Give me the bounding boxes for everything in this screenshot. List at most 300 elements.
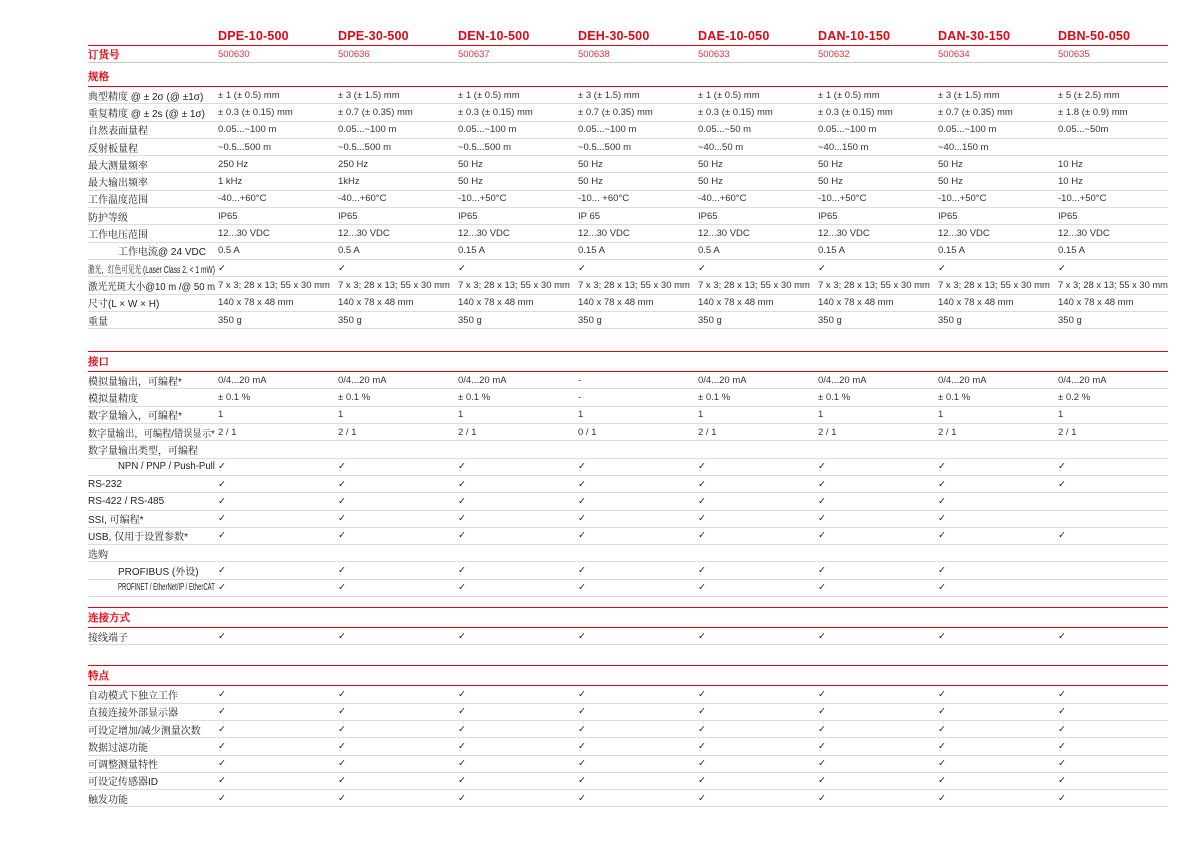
checkmark-icon-text: ✓ (338, 723, 346, 735)
checkmark-icon (938, 689, 1058, 700)
cell-value-text: 50 Hz (818, 176, 843, 188)
table-row (88, 738, 1168, 755)
checkmark-icon-text: ✓ (578, 530, 586, 542)
row-label (88, 582, 218, 593)
cell-value-text: 50 Hz (578, 176, 603, 188)
checkmark-icon (818, 631, 938, 642)
cell-value (578, 444, 698, 455)
checkmark-icon-text: ✓ (938, 582, 946, 594)
order-number-text: 500637 (458, 48, 490, 60)
checkmark-icon-text: ✓ (338, 262, 346, 274)
checkmark-icon-text: ✓ (458, 740, 466, 752)
checkmark-icon-text: ✓ (1058, 723, 1066, 735)
cell-value (818, 375, 938, 386)
row-label (88, 528, 218, 543)
checkmark-icon-text: ✓ (818, 262, 826, 274)
product-name (458, 29, 578, 43)
checkmark-icon-text: ✓ (938, 740, 946, 752)
row-label (88, 88, 218, 103)
checkmark-icon (458, 758, 578, 769)
cell-value (458, 375, 578, 386)
checkmark-icon (458, 461, 578, 472)
checkmark-icon (218, 689, 338, 700)
cell-value (938, 375, 1058, 386)
cell-value-text: IP 65 (578, 210, 601, 222)
checkmark-icon (218, 793, 338, 804)
section-title (88, 665, 1168, 686)
cell-value (698, 280, 818, 291)
product-name-text: DPE-30-500 (338, 29, 409, 43)
checkmark-icon-text: ✓ (578, 792, 586, 804)
table-row (88, 528, 1168, 545)
order-number-row (88, 46, 1168, 63)
checkmark-icon (338, 706, 458, 717)
cell-value-text: 12...30 VDC (698, 228, 750, 240)
cell-value (218, 444, 338, 455)
cell-value-text: 12...30 VDC (1058, 228, 1110, 240)
checkmark-icon-text: ✓ (698, 688, 706, 700)
cell-value (938, 297, 1058, 308)
checkmark-icon-text: ✓ (578, 688, 586, 700)
checkmark-icon (218, 530, 338, 541)
cell-value (218, 176, 338, 187)
cell-value (458, 193, 578, 204)
cell-value-text: ± 3 (± 1.5) mm (338, 89, 400, 101)
cell-value-text: 0.5 A (338, 245, 360, 257)
row-label-text: 数据过滤功能 (88, 742, 148, 754)
row-label (88, 722, 218, 737)
cell-value (938, 315, 1058, 326)
cell-value (338, 159, 458, 170)
cell-value (458, 409, 578, 420)
table-row (88, 773, 1168, 790)
cell-value-text: 7 x 3; 28 x 13; 55 x 30 mm (818, 279, 930, 291)
cell-value-text: 140 x 78 x 48 mm (938, 297, 1014, 309)
cell-value (938, 211, 1058, 222)
checkmark-icon (458, 263, 578, 274)
cell-value (458, 211, 578, 222)
checkmark-icon (578, 758, 698, 769)
checkmark-icon (338, 775, 458, 786)
cell-value (938, 124, 1058, 135)
cell-value (1058, 548, 1171, 559)
cell-value-text: ± 0.3 (± 0.15) mm (458, 106, 533, 118)
checkmark-icon-text: ✓ (338, 478, 346, 490)
row-label-text: 自动模式下独立工作 (88, 690, 178, 702)
checkmark-icon (818, 530, 938, 541)
product-name-text: DEN-10-500 (458, 29, 530, 43)
checkmark-icon (218, 631, 338, 642)
cell-value (698, 409, 818, 420)
row-label-text: PROFIBUS (外设) (118, 567, 199, 579)
checkmark-icon (698, 513, 818, 524)
checkmark-icon-text: ✓ (1058, 630, 1066, 642)
cell-value (458, 228, 578, 239)
checkmark-icon-text: ✓ (218, 775, 226, 787)
row-label-text: 重复精度 @ ± 2s (@ ± 1σ) (88, 108, 205, 120)
row-label (88, 140, 218, 155)
checkmark-icon-text: ✓ (578, 723, 586, 735)
cell-value-text: 0 / 1 (578, 426, 597, 438)
checkmark-icon (938, 775, 1058, 786)
checkmark-icon (578, 724, 698, 735)
cell-value (1058, 444, 1171, 455)
cell-value (458, 124, 578, 135)
table-row (88, 476, 1168, 493)
cell-value (1058, 159, 1171, 170)
section-title-text: 连接方式 (88, 612, 130, 625)
table-row (88, 156, 1168, 173)
table-row (88, 312, 1168, 329)
cell-value-text: 0.15 A (938, 245, 965, 257)
row-label-text: 模拟量输出，可编程* (88, 376, 182, 388)
checkmark-icon (818, 461, 938, 472)
row-label (88, 479, 218, 490)
order-number-label (88, 47, 218, 62)
cell-value-text: -10... +60°C (578, 193, 630, 205)
cell-value (218, 228, 338, 239)
cell-value (338, 280, 458, 291)
checkmark-icon (818, 793, 938, 804)
cell-value (698, 392, 818, 403)
cell-value-text: ± 0.1 % (938, 392, 971, 404)
checkmark-icon-text: ✓ (218, 262, 226, 274)
section-title (88, 607, 1168, 628)
cell-value (1058, 90, 1171, 101)
cell-value (218, 90, 338, 101)
section-title-text: 特点 (88, 670, 109, 683)
row-label (88, 191, 218, 206)
row-label-text: 模拟量精度 (88, 394, 138, 406)
checkmark-icon-text: ✓ (818, 792, 826, 804)
cell-value (458, 142, 578, 153)
row-label (88, 687, 218, 702)
checkmark-icon-text: ✓ (938, 630, 946, 642)
order-number (818, 49, 938, 60)
section-title-text: 规格 (88, 71, 109, 83)
checkmark-icon (578, 775, 698, 786)
cell-value (1058, 176, 1171, 187)
product-name-text: DPE-10-500 (218, 29, 289, 43)
cell-value-text: 0.15 A (818, 245, 845, 257)
checkmark-icon (698, 631, 818, 642)
cell-value (818, 107, 938, 118)
checkmark-icon (458, 582, 578, 593)
checkmark-icon (1058, 689, 1171, 700)
checkmark-icon-text: ✓ (218, 565, 226, 577)
checkmark-icon-text: ✓ (458, 758, 466, 770)
checkmark-icon-text: ✓ (818, 775, 826, 787)
checkmark-icon (698, 530, 818, 541)
table-row (88, 104, 1168, 121)
cell-value (698, 444, 818, 455)
cell-value-text: 2 / 1 (698, 426, 717, 438)
cell-value-text: 0/4...20 mA (338, 374, 387, 386)
cell-value (338, 315, 458, 326)
cell-value-text: - (578, 374, 582, 386)
checkmark-icon-text: ✓ (698, 792, 706, 804)
cell-value-text: 50 Hz (938, 176, 963, 188)
checkmark-icon-text: ✓ (458, 723, 466, 735)
checkmark-icon (458, 706, 578, 717)
cell-value (338, 228, 458, 239)
row-label-text: USB, 仅用于设置参数* (88, 532, 189, 544)
cell-value (578, 176, 698, 187)
checkmark-icon (818, 565, 938, 576)
cell-value-text: 50 Hz (458, 176, 483, 188)
checkmark-icon-text: ✓ (218, 630, 226, 642)
cell-value (938, 427, 1058, 438)
cell-value (1058, 565, 1171, 576)
cell-value (1058, 280, 1171, 291)
cell-value (458, 548, 578, 559)
checkmark-icon (938, 565, 1058, 576)
cell-value-text: 12...30 VDC (458, 228, 510, 240)
row-label-text: 尺寸(L × W × H) (88, 299, 160, 311)
checkmark-icon (1058, 479, 1171, 490)
cell-value (578, 297, 698, 308)
table-row (88, 208, 1168, 225)
cell-value (818, 228, 938, 239)
checkmark-icon-text: ✓ (458, 262, 466, 274)
section (88, 351, 1168, 597)
checkmark-icon-text: ✓ (218, 740, 226, 752)
row-label (88, 739, 218, 754)
row-label (88, 390, 218, 405)
cell-value (698, 228, 818, 239)
order-number (578, 49, 698, 60)
cell-value (1058, 496, 1171, 507)
checkmark-icon-text: ✓ (938, 688, 946, 700)
cell-value (1058, 513, 1171, 524)
cell-value (1058, 107, 1171, 118)
cell-value (218, 142, 338, 153)
checkmark-icon-text: ✓ (578, 565, 586, 577)
cell-value-text: 2 / 1 (338, 426, 357, 438)
checkmark-icon-text: ✓ (698, 565, 706, 577)
table-row (88, 580, 1168, 597)
checkmark-icon (698, 461, 818, 472)
cell-value (458, 315, 578, 326)
cell-value-text: 350 g (218, 314, 242, 326)
table-row (88, 493, 1168, 510)
row-label (88, 295, 218, 310)
checkmark-icon-text: ✓ (938, 723, 946, 735)
cell-value-text: 50 Hz (458, 158, 483, 170)
cell-value (338, 297, 458, 308)
cell-value-text: ~0.5...500 m (218, 141, 272, 153)
product-name-text: DBN-50-050 (1058, 29, 1131, 43)
checkmark-icon-text: ✓ (458, 565, 466, 577)
cell-value (698, 211, 818, 222)
cell-value-text: 7 x 3; 28 x 13; 55 x 30 mm (578, 279, 690, 291)
table-row (88, 790, 1168, 807)
row-label (88, 157, 218, 172)
cell-value (218, 193, 338, 204)
checkmark-icon (338, 689, 458, 700)
row-label (88, 174, 218, 189)
checkmark-icon (698, 689, 818, 700)
checkmark-icon (818, 496, 938, 507)
checkmark-icon-text: ✓ (578, 630, 586, 642)
checkmark-icon-text: ✓ (698, 495, 706, 507)
row-label-text: 自然表面量程 (88, 126, 148, 138)
cell-value (698, 375, 818, 386)
section-title (88, 351, 1168, 372)
cell-value (338, 176, 458, 187)
table-row (88, 173, 1168, 190)
checkmark-icon-text: ✓ (698, 758, 706, 770)
cell-value (338, 245, 458, 256)
cell-value-text: 12...30 VDC (218, 228, 270, 240)
cell-value (818, 193, 938, 204)
checkmark-icon (578, 631, 698, 642)
cell-value-text: 7 x 3; 28 x 13; 55 x 30 mm (458, 279, 570, 291)
checkmark-icon (218, 724, 338, 735)
checkmark-icon-text: ✓ (338, 792, 346, 804)
product-name (698, 29, 818, 43)
checkmark-icon (698, 263, 818, 274)
cell-value-text: 2 / 1 (218, 426, 237, 438)
checkmark-icon (578, 263, 698, 274)
checkmark-icon (938, 461, 1058, 472)
checkmark-icon-text: ✓ (1058, 775, 1066, 787)
cell-value (458, 90, 578, 101)
checkmark-icon-text: ✓ (338, 582, 346, 594)
checkmark-icon (818, 724, 938, 735)
cell-value (818, 159, 938, 170)
checkmark-icon (1058, 775, 1171, 786)
product-name (338, 29, 458, 43)
cell-value-text: -40...+60°C (218, 193, 267, 205)
cell-value-text: 0/4...20 mA (218, 374, 267, 386)
cell-value-text: 2 / 1 (938, 426, 957, 438)
checkmark-icon (458, 565, 578, 576)
table-row (88, 277, 1168, 294)
cell-value (698, 142, 818, 153)
checkmark-icon-text: ✓ (938, 262, 946, 274)
cell-value-text: 7 x 3; 28 x 13; 55 x 30 mm (218, 279, 330, 291)
cell-value-text: ± 1.8 (± 0.9) mm (1058, 106, 1128, 118)
section (88, 63, 1168, 329)
checkmark-icon-text: ✓ (578, 582, 586, 594)
row-label (88, 629, 218, 644)
cell-value-text: 1 (1058, 409, 1064, 421)
checkmark-icon (818, 741, 938, 752)
cell-value-text: ± 0.7 (± 0.35) mm (578, 106, 653, 118)
checkmark-icon-text: ✓ (578, 775, 586, 787)
cell-value (578, 211, 698, 222)
checkmark-icon-text: ✓ (698, 630, 706, 642)
row-label (88, 313, 218, 328)
cell-value (818, 280, 938, 291)
cell-value (938, 280, 1058, 291)
checkmark-icon-text: ✓ (818, 758, 826, 770)
checkmark-icon-text: ✓ (578, 262, 586, 274)
checkmark-icon-text: ✓ (338, 495, 346, 507)
checkmark-icon-text: ✓ (698, 706, 706, 718)
checkmark-icon-text: ✓ (458, 792, 466, 804)
row-label-text: 接线端子 (88, 632, 128, 644)
checkmark-icon (458, 689, 578, 700)
row-label-text: 典型精度 @ ± 2σ (@ ±1σ) (88, 91, 204, 103)
checkmark-icon-text: ✓ (818, 513, 826, 525)
cell-value (698, 90, 818, 101)
checkmark-icon (938, 479, 1058, 490)
cell-value (458, 444, 578, 455)
product-name-text: DAN-30-150 (938, 29, 1011, 43)
row-label-text: 工作温度范围 (88, 195, 148, 207)
cell-value (1058, 193, 1171, 204)
checkmark-icon-text: ✓ (698, 262, 706, 274)
checkmark-icon (458, 631, 578, 642)
checkmark-icon (698, 582, 818, 593)
cell-value (818, 245, 938, 256)
cell-value (698, 107, 818, 118)
cell-value-text: 10 Hz (1058, 176, 1083, 188)
row-subheader-label-text: 数字量输出类型，可编程 (88, 445, 198, 457)
checkmark-icon-text: ✓ (338, 740, 346, 752)
checkmark-icon-text: ✓ (818, 688, 826, 700)
checkmark-icon (578, 689, 698, 700)
row-label (88, 122, 218, 137)
cell-value (458, 297, 578, 308)
cell-value (698, 159, 818, 170)
checkmark-icon-text: ✓ (458, 513, 466, 525)
cell-value (578, 193, 698, 204)
checkmark-icon-text: ✓ (218, 723, 226, 735)
row-label (88, 496, 218, 507)
cell-value-text: -10...+50°C (818, 193, 867, 205)
cell-value (458, 280, 578, 291)
row-label-text: 触发功能 (88, 794, 128, 806)
checkmark-icon-text: ✓ (818, 582, 826, 594)
cell-value-text: ± 0.7 (± 0.35) mm (938, 106, 1013, 118)
cell-value (938, 107, 1058, 118)
order-number-text: 500638 (578, 48, 610, 60)
row-label-text: 激光光斑大小@10 m /@ 50 m (88, 281, 216, 293)
checkmark-icon (578, 513, 698, 524)
checkmark-icon (218, 479, 338, 490)
cell-value (938, 548, 1058, 559)
row-label (88, 226, 218, 241)
checkmark-icon (578, 565, 698, 576)
cell-value (578, 124, 698, 135)
cell-value-text: IP65 (458, 210, 478, 222)
cell-value-text: 7 x 3; 28 x 13; 55 x 30 mm (338, 279, 450, 291)
checkmark-icon-text: ✓ (1058, 792, 1066, 804)
row-label-text: 可调整测量特性 (88, 760, 158, 772)
cell-value-text: 140 x 78 x 48 mm (338, 297, 414, 309)
cell-value (698, 548, 818, 559)
checkmark-icon (1058, 263, 1171, 274)
order-number-text: 500635 (1058, 48, 1090, 60)
row-label (88, 756, 218, 771)
checkmark-icon (218, 513, 338, 524)
cell-value-text: 1 (938, 409, 944, 421)
checkmark-icon-text: ✓ (218, 688, 226, 700)
cell-value (578, 280, 698, 291)
checkmark-icon (698, 741, 818, 752)
cell-value (578, 375, 698, 386)
checkmark-icon-text: ✓ (818, 530, 826, 542)
cell-value-text: IP65 (818, 210, 838, 222)
table-row (88, 191, 1168, 208)
row-label-text: 数字量输出，可编程/错误显示* (88, 428, 215, 440)
product-spec-table (88, 24, 1168, 807)
table-row (88, 295, 1168, 312)
cell-value (818, 297, 938, 308)
